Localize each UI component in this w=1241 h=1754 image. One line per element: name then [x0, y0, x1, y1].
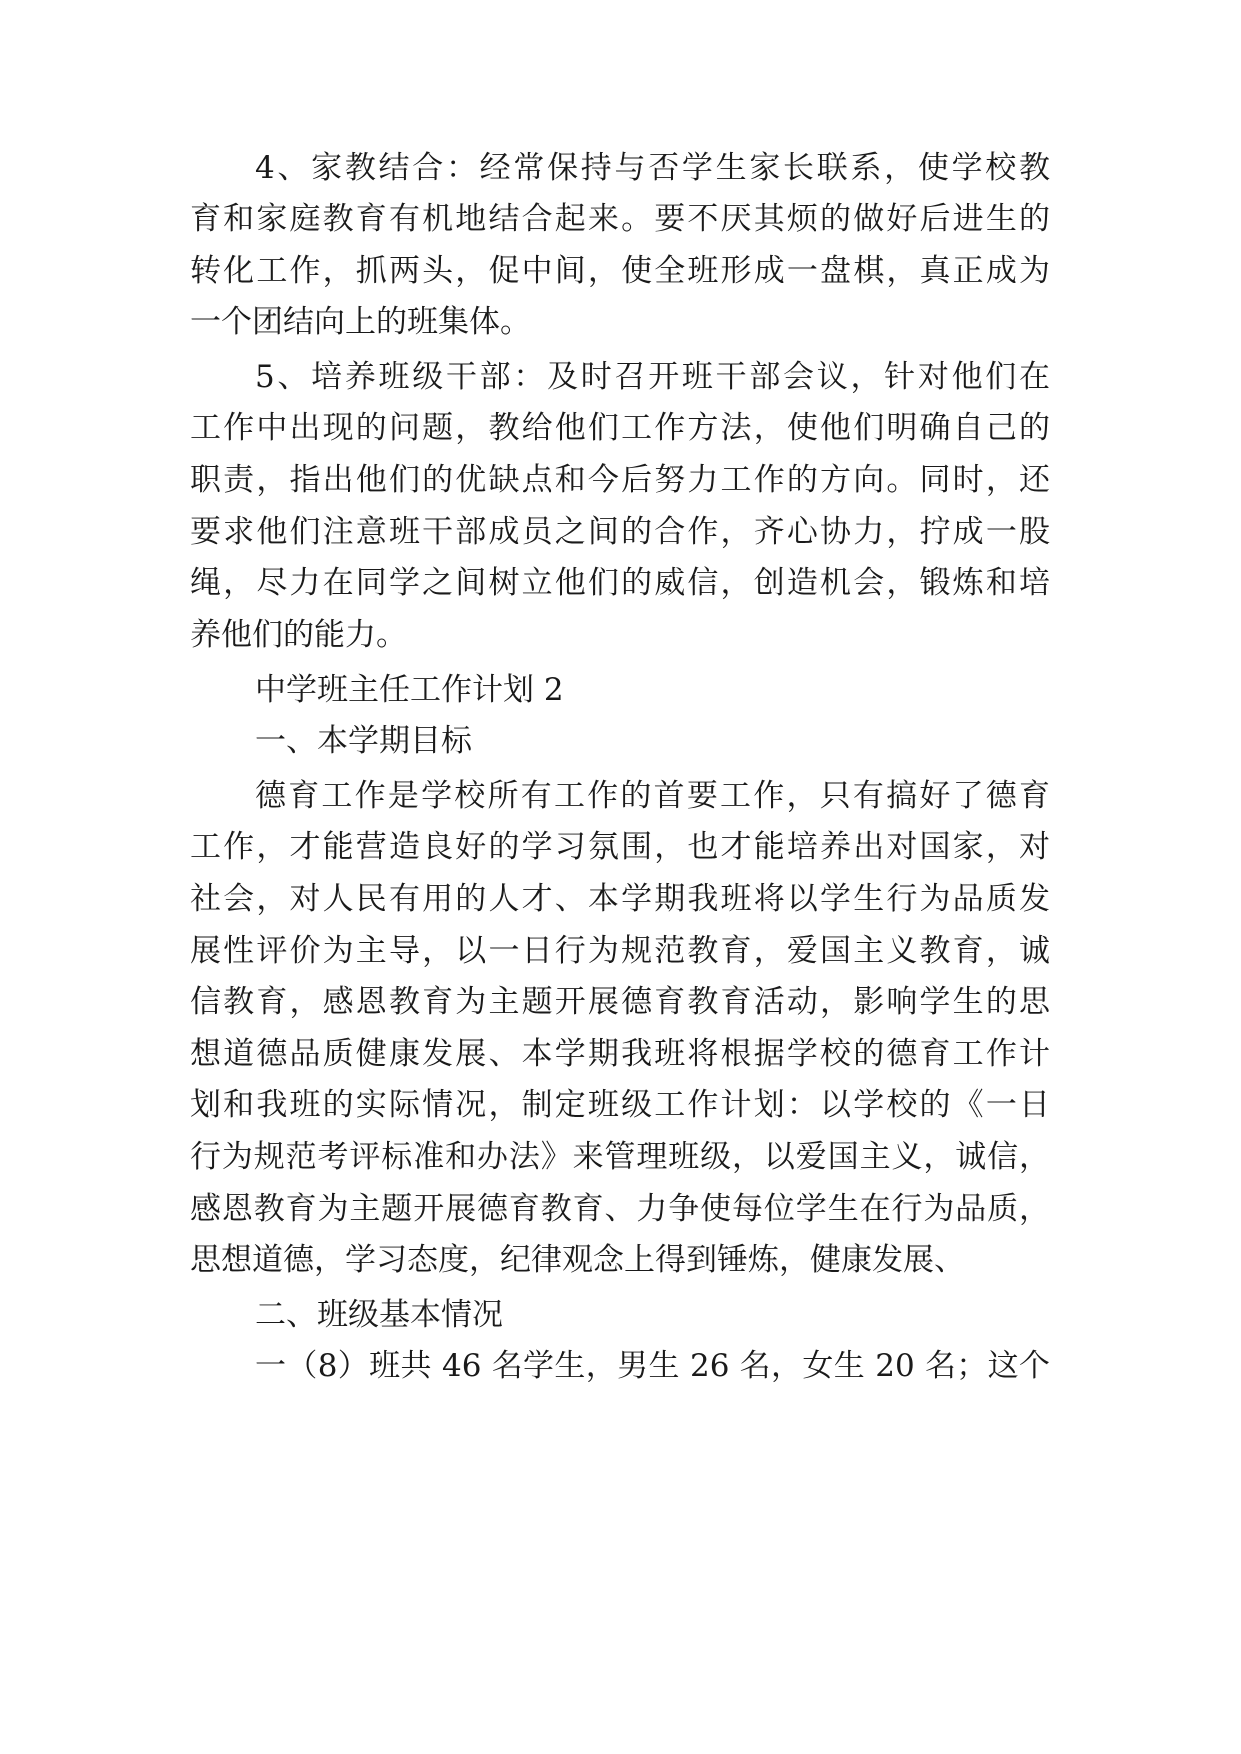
paragraph-5-line-3: 职责，指出他们的优缺点和今后努力工作的方向。同时，还 [190, 462, 1050, 498]
goals-line-10: 思想道德，学习态度，纪律观念上得到锤炼，健康发展、 [190, 1242, 965, 1278]
paragraph-5-line-4: 要求他们注意班干部成员之间的合作，齐心协力，拧成一股 [190, 514, 1050, 550]
paragraph-5-line-2: 工作中出现的问题，教给他们工作方法，使他们明确自己的 [190, 410, 1050, 446]
goals-line-2: 工作，才能营造良好的学习氛围，也才能培养出对国家，对 [190, 829, 1050, 865]
section-title: 中学班主任工作计划 2 [255, 672, 564, 708]
paragraph-4-line-1: 4、家教结合：经常保持与否学生家长联系，使学校教 [255, 150, 1050, 186]
heading-goals: 一、本学期目标 [255, 723, 472, 759]
goals-line-9: 感恩教育为主题开展德育教育、力争使每位学生在行为品质， [190, 1191, 1050, 1227]
goals-line-5: 信教育，感恩教育为主题开展德育教育活动，影响学生的思 [190, 984, 1050, 1020]
goals-line-3: 社会，对人民有用的人才、本学期我班将以学生行为品质发 [190, 881, 1050, 917]
goals-line-8: 行为规范考评标准和办法》来管理班级，以爱国主义，诚信， [190, 1139, 1050, 1175]
goals-line-1: 德育工作是学校所有工作的首要工作，只有搞好了德育 [255, 778, 1050, 814]
heading-class-info: 二、班级基本情况 [255, 1297, 503, 1333]
goals-line-4: 展性评价为主导，以一日行为规范教育，爱国主义教育，诚 [190, 933, 1050, 969]
goals-line-7: 划和我班的实际情况，制定班级工作计划：以学校的《一日 [190, 1087, 1050, 1123]
paragraph-5-line-1: 5、培养班级干部：及时召开班干部会议，针对他们在 [255, 359, 1050, 395]
class-info-line-1: 一（8）班共 46 名学生，男生 26 名，女生 20 名；这个 [255, 1348, 1050, 1384]
paragraph-4-line-2: 育和家庭教育有机地结合起来。要不厌其烦的做好后进生的 [190, 201, 1050, 237]
paragraph-5-line-5: 绳，尽力在同学之间树立他们的威信，创造机会，锻炼和培 [190, 565, 1050, 601]
paragraph-5-line-6: 养他们的能力。 [190, 617, 407, 653]
goals-line-6: 想道德品质健康发展、本学期我班将根据学校的德育工作计 [190, 1036, 1050, 1072]
paragraph-4-line-4: 一个团结向上的班集体。 [190, 304, 531, 340]
paragraph-4-line-3: 转化工作，抓两头，促中间，使全班形成一盘棋，真正成为 [190, 253, 1050, 289]
